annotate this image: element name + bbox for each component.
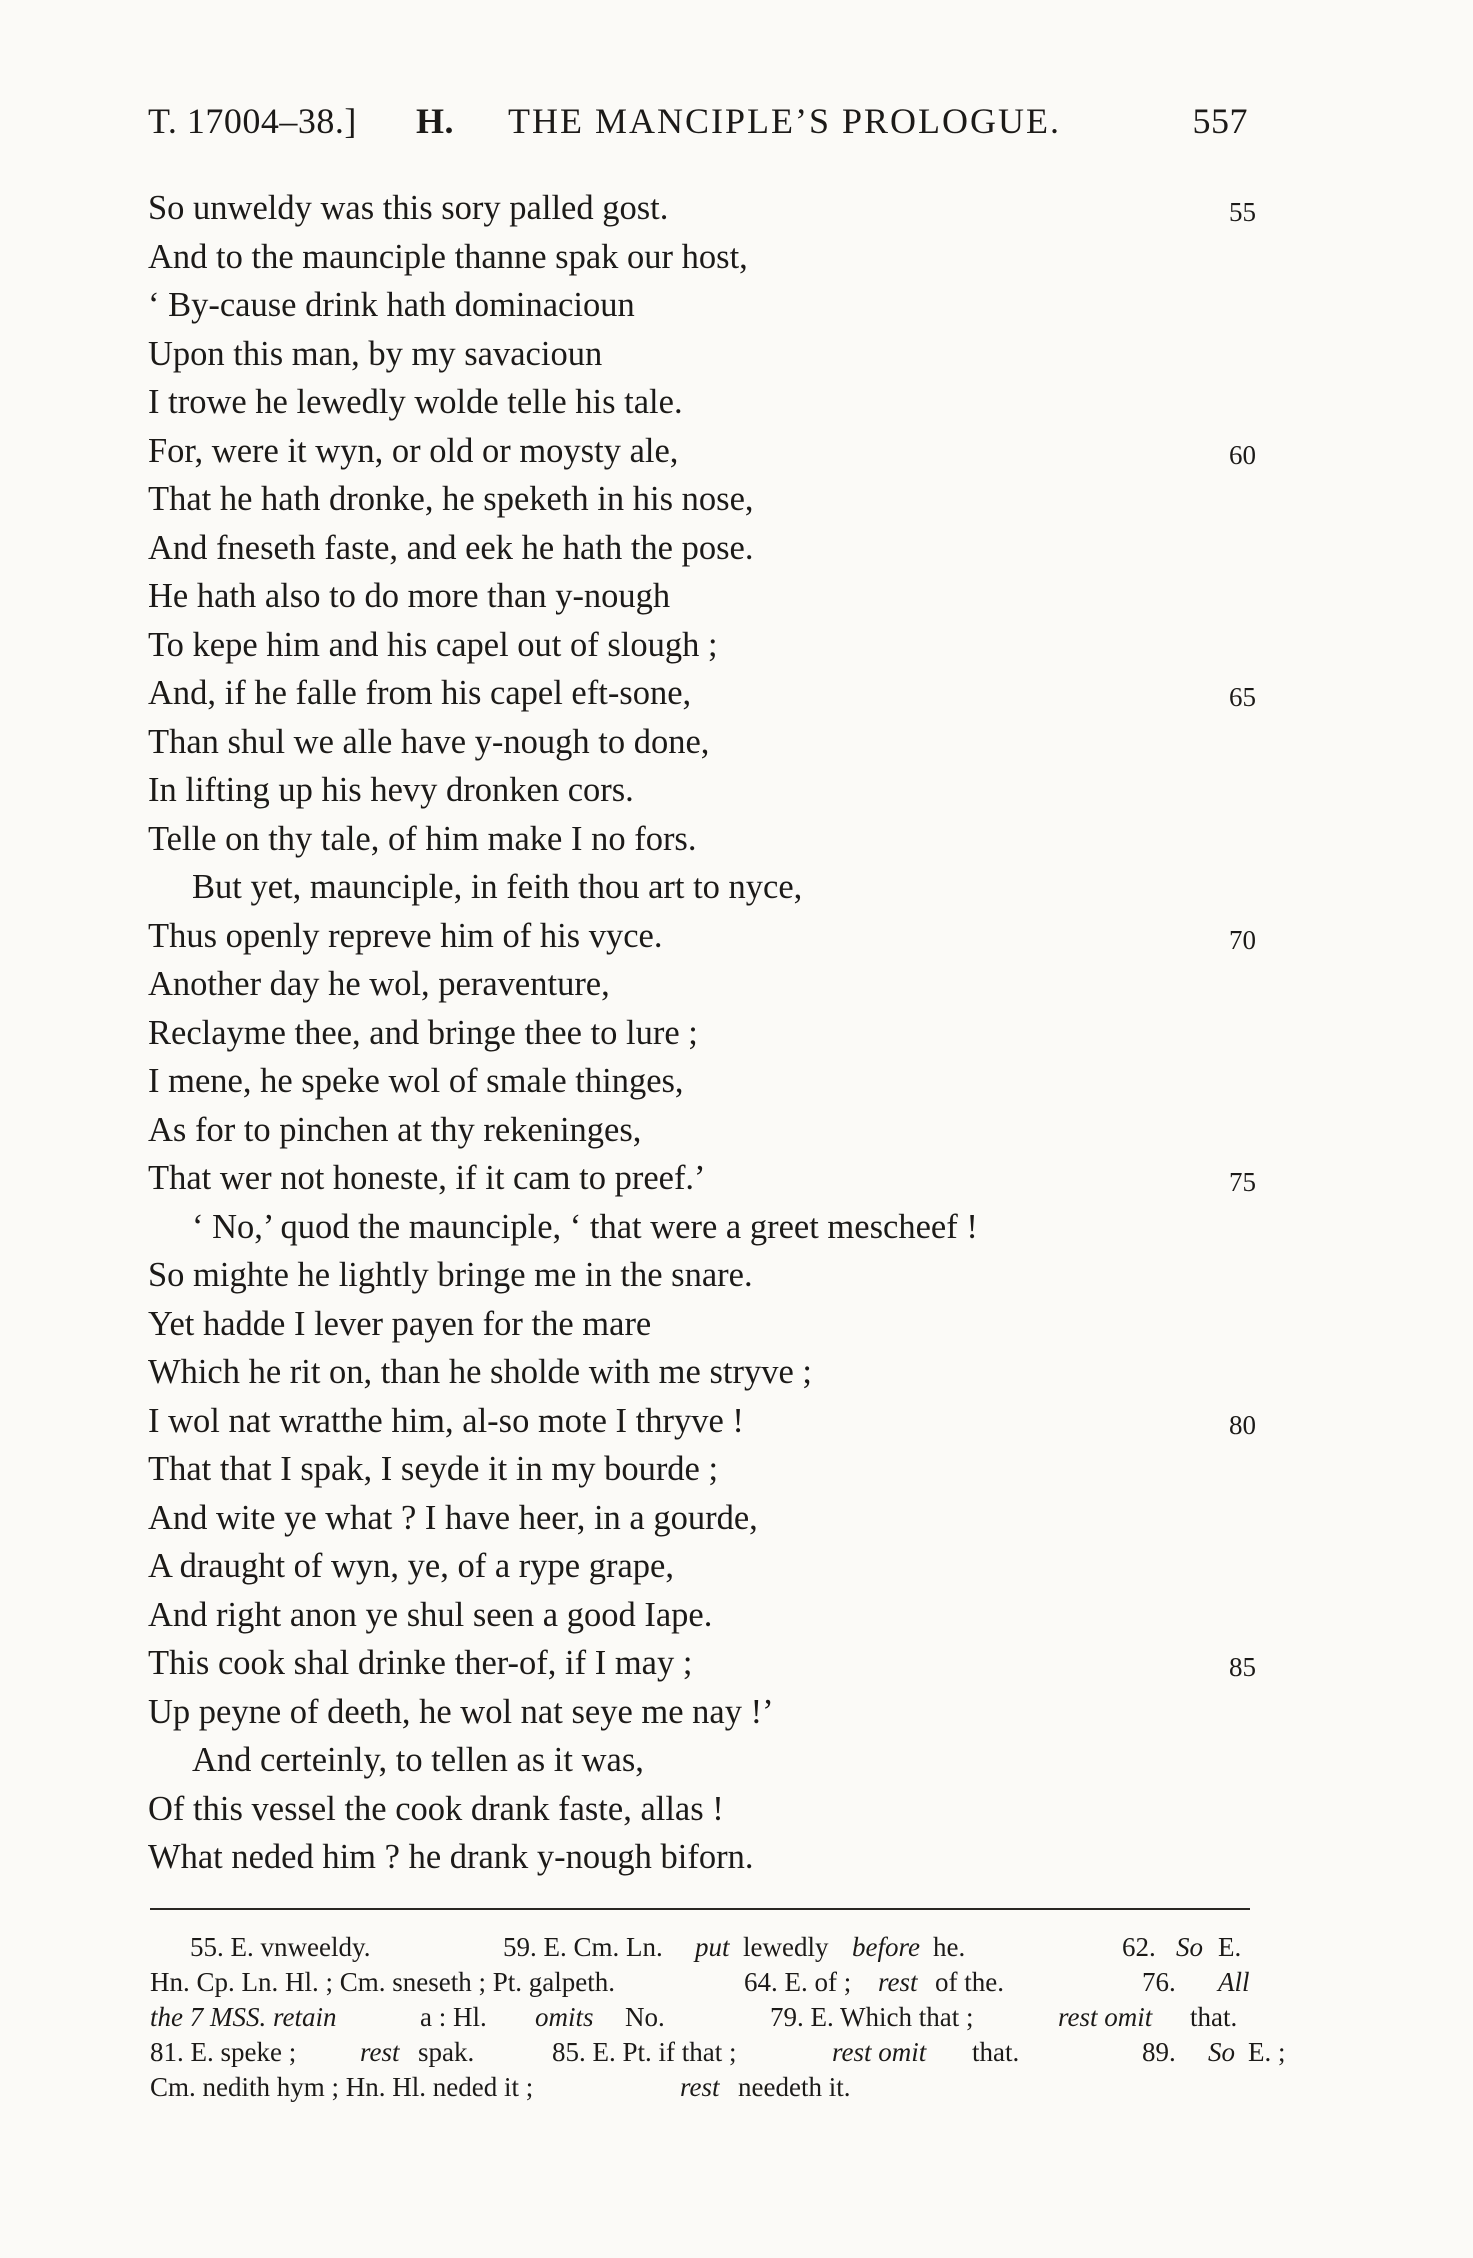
note-62: 62. [1122, 1932, 1156, 1962]
note-59-end: he. [933, 1932, 966, 1962]
verse-text: ‘ No,’ quod the maunciple, ‘ that were a greet mescheef ! [192, 1207, 978, 1246]
verse-text: A draught of wyn, ye, of a rype grape, [148, 1547, 674, 1585]
verse-text: And, if he falle from his capel eft-sone, [148, 674, 692, 712]
note-64-end: of the. [935, 1967, 1004, 1997]
note-79-end: that. [1190, 2002, 1238, 2032]
verse-line [148, 1736, 1258, 1785]
footnotes [150, 1930, 1286, 2105]
verse-text: So mighte he lightly bringe me in the snare. [148, 1256, 753, 1294]
verse-line [148, 1057, 1258, 1106]
verse-text: And wite ye what ? I have heer, in a gourde, [148, 1498, 758, 1537]
verse-line [148, 912, 1258, 961]
verse-text: Up peyne of deeth, he wol nat seye me nay !’ [148, 1692, 774, 1731]
verse-line [148, 718, 1258, 767]
note-89-end: E. ; [1248, 2037, 1286, 2067]
note-89-cont: Cm. nedith hym ; Hn. Hl. neded it ; [150, 2072, 534, 2102]
note-59: 59. E. Cm. Ln. [503, 1932, 663, 1962]
header-title: THE MANCIPLE’S PROLOGUE. [508, 101, 1062, 141]
verse-line [148, 524, 1258, 573]
note-76: 76. [1142, 1967, 1176, 1997]
verse-text: Thus openly repreve him of his vyce. [148, 916, 663, 955]
verse-line [148, 1397, 1258, 1446]
line-number: 85 [1229, 1652, 1256, 1682]
verse-text: So unweldy was this sory palled gost. [148, 189, 669, 227]
verse-text: What neded him ? he drank y-nough biforn. [148, 1838, 754, 1876]
note-79-italic: rest omit [1058, 2002, 1153, 2032]
verse-line [148, 281, 1258, 330]
header-line-range: T. 17004–38.] [148, 101, 357, 141]
verse-line [148, 766, 1258, 815]
verse-line [148, 1785, 1258, 1834]
verse-line [148, 427, 1258, 476]
footnote-line [150, 1930, 1260, 1965]
verse-line [148, 1833, 1258, 1882]
verse-line [148, 863, 1258, 912]
footnote-line [150, 2035, 1286, 2070]
note-85: 85. E. Pt. if that ; [552, 2037, 737, 2067]
verse-text: I trowe he lewedly wolde telle his tale. [148, 383, 683, 421]
verse-text: Of this vessel the cook drank faste, allas ! [148, 1789, 724, 1828]
note-81: 81. E. speke ; [150, 2037, 297, 2067]
verse-line [148, 1494, 1258, 1543]
verse-line [148, 233, 1258, 282]
verse-text: And fneseth faste, and eek he hath the pose. [148, 528, 754, 567]
line-number: 55 [1229, 197, 1256, 227]
verse-text: That that I spak, I seyde it in my bourde ; [148, 1450, 719, 1488]
note-62-italic: So [1176, 1932, 1203, 1962]
verse-line [148, 1300, 1258, 1349]
verse-line [148, 330, 1258, 379]
verse-text: That he hath dronke, he speketh in his nose, [148, 480, 754, 518]
note-76-italic: All [1218, 1967, 1250, 1997]
verse-line [148, 1251, 1258, 1300]
note-64-italic: rest [878, 1967, 918, 1997]
verse-text: Yet hadde I lever payen for the mare [148, 1304, 652, 1343]
line-number: 65 [1229, 682, 1256, 712]
verse-line [148, 1639, 1258, 1688]
verse-text: And certeinly, to tellen as it was, [192, 1741, 644, 1779]
line-number: 60 [1229, 439, 1256, 470]
verse-line [148, 1009, 1258, 1058]
verse-text: But yet, maunciple, in feith thou art to nyce, [192, 868, 803, 906]
note-89-italic-2: rest [680, 2072, 720, 2102]
verse-text: I mene, he speke wol of smale thinges, [148, 1062, 684, 1100]
verse-line [148, 669, 1258, 718]
note-76-end: No. [625, 2002, 665, 2032]
header-group-mark: H. [416, 101, 455, 141]
verse-text: For, were it wyn, or old or moysty ale, [148, 431, 679, 470]
verse-line [148, 960, 1258, 1009]
note-85-italic: rest omit [832, 2037, 927, 2067]
verse-line [148, 1203, 1258, 1252]
verse-text: Telle on thy tale, of him make I no fors. [148, 819, 697, 858]
note-81-end: spak. [418, 2037, 475, 2067]
verse-text: Upon this man, by my savacioun [148, 334, 603, 373]
verse-text: To kepe him and his capel out of slough ; [148, 625, 718, 664]
verse-text: In lifting up his hevy dronken cors. [148, 771, 634, 809]
verse-line [148, 1542, 1258, 1591]
verse-line [148, 621, 1258, 670]
verse-line [148, 1591, 1258, 1640]
verse-text: Another day he wol, peraventure, [148, 965, 610, 1003]
verse-text: As for to pinchen at thy rekeninges, [148, 1110, 642, 1149]
verse-text: And right anon ye shul seen a good Iape. [148, 1595, 713, 1634]
verse-text: Reclayme thee, and bringe thee to lure ; [148, 1013, 698, 1052]
verse-text: ‘ By-cause drink hath dominacioun [148, 286, 635, 324]
note-59-word: lewedly [743, 1932, 829, 1962]
note-89: 89. [1142, 2037, 1176, 2067]
verse-line [148, 1348, 1258, 1397]
note-76-cont: the 7 MSS. retain [150, 2002, 337, 2032]
poem-text [148, 184, 1258, 1882]
line-number: 75 [1229, 1167, 1256, 1197]
verse-text: Which he rit on, than he sholde with me stryve ; [148, 1353, 812, 1391]
footnote-line [150, 1965, 1260, 2000]
note-76-italic: omits [535, 2002, 594, 2032]
note-89-italic: So [1208, 2037, 1235, 2067]
note-62-end: E. [1218, 1932, 1242, 1962]
verse-line [148, 1445, 1258, 1494]
verse-line [148, 1106, 1258, 1155]
footnote-line [150, 2000, 1260, 2035]
verse-line [148, 378, 1258, 427]
verse-line [148, 572, 1258, 621]
verse-text: Than shul we alle have y-nough to done, [148, 722, 710, 761]
footnote-line [150, 2070, 1260, 2105]
verse-line [148, 1154, 1258, 1203]
verse-text: And to the maunciple thanne spak our host, [148, 237, 748, 276]
verse-line [148, 815, 1258, 864]
page-number: 557 [1192, 101, 1248, 141]
note-81-italic: rest [360, 2037, 400, 2067]
footnote-rule [150, 1908, 1250, 1910]
note-62-cont: Hn. Cp. Ln. Hl. ; Cm. sneseth ; Pt. galpeth. [150, 1967, 615, 1997]
note-64: 64. E. of ; [744, 1967, 852, 1997]
verse-line [148, 1688, 1258, 1737]
verse-text: He hath also to do more than y-nough [148, 577, 671, 615]
note-76-cont-2: a : Hl. [420, 2002, 487, 2032]
verse-text: This cook shal drinke ther-of, if I may ; [148, 1644, 693, 1682]
note-79: 79. E. Which that ; [770, 2002, 974, 2032]
verse-text: That wer not honeste, if it cam to preef.’ [148, 1159, 706, 1197]
verse-text: I wol nat wratthe him, al-so mote I thryve ! [148, 1401, 744, 1440]
note-59-italic: put [695, 1932, 730, 1962]
line-number: 70 [1229, 924, 1256, 955]
verse-line [148, 184, 1258, 233]
verse-line [148, 475, 1258, 524]
line-number: 80 [1229, 1409, 1256, 1440]
note-85-end: that. [972, 2037, 1020, 2067]
note-55: 55. E. vnweeldy. [190, 1932, 371, 1962]
running-header [148, 100, 1248, 140]
note-59-italic-2: before [852, 1932, 920, 1962]
note-89-end-2: needeth it. [738, 2072, 851, 2102]
